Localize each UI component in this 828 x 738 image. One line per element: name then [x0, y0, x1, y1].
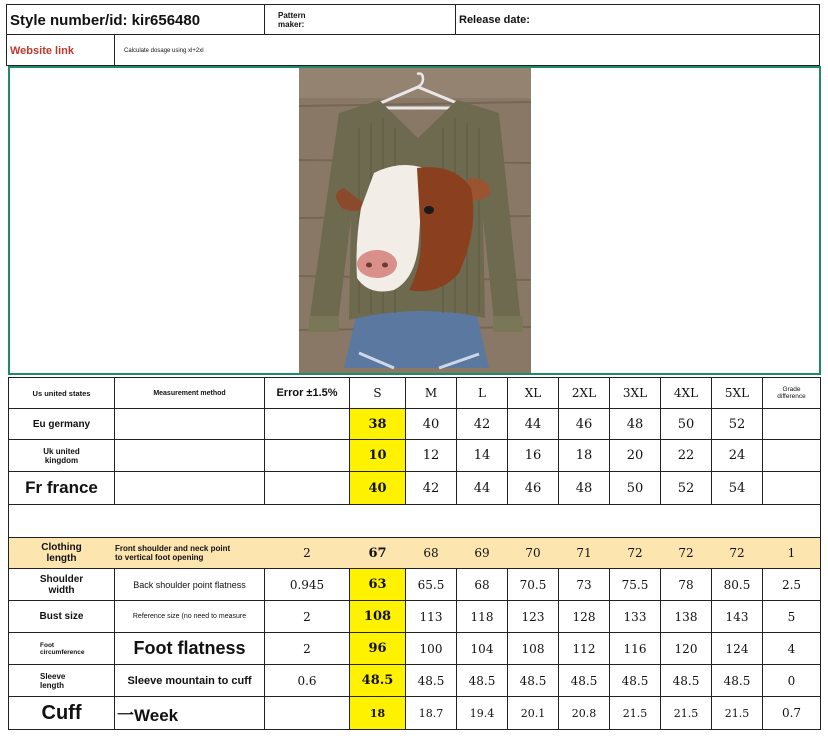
- col-grade-header: Grade difference: [777, 386, 806, 400]
- sleeve-length-m: 48.5: [417, 673, 445, 688]
- shoulder-width-m: 65.5: [417, 577, 445, 592]
- fr-value-4xl: 52: [677, 480, 695, 496]
- uk-value-3xl: 20: [626, 448, 644, 463]
- row-eu-label: Eu germany: [32, 418, 91, 430]
- sleeve-length-label: Sleeve length: [40, 671, 66, 690]
- shoulder-width-2xl: 73: [576, 577, 592, 592]
- shoulder-width-l: 68: [474, 577, 490, 592]
- pattern-maker-label: Pattern maker:: [278, 11, 306, 29]
- shoulder-width-s: 63: [350, 569, 405, 600]
- bust-size-2xl: 128: [572, 609, 596, 624]
- row-uk-label: Uk united kingdom: [43, 446, 80, 465]
- eu-value-2xl: 46: [575, 416, 593, 432]
- foot-circumference-2xl: 112: [572, 641, 596, 656]
- uk-value-4xl: 22: [677, 448, 695, 463]
- col-us-header: Us united states: [32, 388, 91, 398]
- cuff-s: 18: [350, 697, 405, 729]
- clothing-length-method: Front shoulder and neck point to vertical foot opening: [115, 544, 231, 562]
- website-link-label[interactable]: Website link: [10, 45, 74, 57]
- foot-circumference-s: 96: [350, 633, 405, 664]
- bust-size-label: Bust size: [39, 611, 84, 622]
- eu-value-xl: 44: [524, 416, 542, 432]
- bust-size-m: 113: [419, 609, 443, 624]
- fr-value-xl: 46: [524, 480, 542, 496]
- uk-value-l: 14: [473, 448, 491, 463]
- shoulder-width-error: 0.945: [289, 577, 325, 592]
- size-header-m: M: [424, 386, 438, 400]
- clothing-length-4xl: 72: [678, 546, 694, 560]
- sleeve-length-error: 0.6: [297, 673, 317, 688]
- cuff-xl: 20.1: [520, 706, 546, 720]
- cuff-label: Cuff: [41, 701, 82, 724]
- foot-circumference-l: 104: [470, 641, 494, 656]
- foot-circumference-xl: 108: [521, 641, 545, 656]
- row-fr-label: Fr france: [25, 478, 98, 497]
- sleeve-length-xl: 48.5: [519, 673, 547, 688]
- foot-circumference-error: 2: [303, 641, 311, 656]
- clothing-length-error: 2: [303, 546, 311, 560]
- cuff-2xl: 20.8: [571, 706, 597, 720]
- bust-size-4xl: 138: [674, 609, 698, 624]
- sleeve-length-2xl: 48.5: [570, 673, 598, 688]
- shoulder-width-grade: 2.5: [781, 577, 802, 592]
- bust-size-xl: 123: [521, 609, 545, 624]
- style-number-label: Style number/id: kir656480: [10, 11, 201, 29]
- sleeve-length-4xl: 48.5: [672, 673, 700, 688]
- cuff-3xl: 21.5: [622, 706, 648, 720]
- size-header-2xl: 2XL: [571, 386, 597, 400]
- shoulder-width-xl: 70.5: [519, 577, 547, 592]
- bust-size-grade: 5: [787, 609, 796, 624]
- cuff-method: 一Week: [117, 705, 179, 725]
- eu-value-3xl: 48: [626, 416, 644, 432]
- foot-circumference-4xl: 120: [674, 641, 698, 656]
- eu-value-l: 42: [473, 416, 491, 432]
- sleeve-length-5xl: 48.5: [723, 673, 751, 688]
- shoulder-width-5xl: 80.5: [723, 577, 751, 592]
- bust-size-l: 118: [470, 609, 494, 624]
- cuff-4xl: 21.5: [673, 706, 699, 720]
- bust-size-method: Reference size (no need to measure: [132, 613, 247, 620]
- eu-value-m: 40: [422, 416, 440, 432]
- bust-size-error: 2: [303, 609, 311, 624]
- uk-value-s: 10: [350, 440, 405, 471]
- fr-value-s: 40: [350, 472, 405, 504]
- clothing-length-3xl: 72: [627, 546, 643, 560]
- cow-sweater-illustration: [299, 68, 531, 373]
- shoulder-width-method: Back shoulder point flatness: [133, 579, 246, 590]
- clothing-length-2xl: 71: [576, 546, 592, 560]
- cuff-m: 18.7: [418, 706, 444, 720]
- clothing-length-xl: 70: [525, 546, 541, 560]
- uk-value-5xl: 24: [728, 448, 746, 463]
- sleeve-length-3xl: 48.5: [621, 673, 649, 688]
- foot-circumference-grade: 4: [787, 641, 796, 656]
- clothing-length-m: 68: [423, 546, 439, 560]
- clothing-length-s: 67: [368, 545, 387, 561]
- fr-value-3xl: 50: [626, 480, 644, 496]
- cuff-l: 19.4: [469, 706, 495, 720]
- size-header-xl: XL: [524, 386, 542, 400]
- shoulder-width-label: Shoulder width: [39, 573, 84, 596]
- shoulder-width-4xl: 78: [678, 577, 694, 592]
- clothing-length-l: 69: [474, 546, 490, 560]
- size-header-s: S: [373, 386, 382, 400]
- cuff-grade: 0.7: [781, 706, 802, 720]
- fr-value-l: 44: [473, 480, 491, 496]
- size-header-3xl: 3XL: [622, 386, 648, 400]
- eu-value-s: 38: [350, 409, 405, 439]
- sleeve-length-grade: 0: [787, 673, 796, 688]
- release-date-label: Release date:: [459, 14, 530, 26]
- clothing-length-grade: 1: [787, 546, 796, 560]
- bust-size-s: 108: [350, 601, 405, 632]
- col-method-header: Measurement method: [153, 389, 226, 397]
- cow-sweater-photo: [299, 68, 531, 373]
- sleeve-length-method: Sleeve mountain to cuff: [127, 674, 252, 687]
- bust-size-5xl: 143: [725, 609, 749, 624]
- fr-value-m: 42: [422, 480, 440, 496]
- clothing-length-5xl: 72: [729, 546, 745, 560]
- shoulder-width-3xl: 75.5: [621, 577, 649, 592]
- eu-value-5xl: 52: [728, 416, 746, 432]
- size-header-5xl: 5XL: [724, 386, 750, 400]
- uk-value-m: 12: [422, 448, 440, 463]
- sleeve-length-l: 48.5: [468, 673, 496, 688]
- foot-circumference-3xl: 116: [623, 641, 647, 656]
- size-header-4xl: 4XL: [673, 386, 699, 400]
- foot-circumference-label: Foot circumference: [40, 641, 85, 656]
- cuff-5xl: 21.5: [724, 706, 750, 720]
- uk-value-xl: 16: [524, 448, 542, 463]
- foot-circumference-method: Foot flatness: [133, 638, 246, 658]
- eu-value-4xl: 50: [677, 416, 695, 432]
- foot-circumference-5xl: 124: [725, 641, 749, 656]
- sleeve-length-s: 48.5: [350, 665, 405, 696]
- col-error-header: Error ±1.5%: [276, 387, 338, 399]
- uk-value-2xl: 18: [575, 448, 593, 463]
- fr-value-5xl: 54: [728, 480, 746, 496]
- bust-size-3xl: 133: [623, 609, 647, 624]
- size-header-l: L: [478, 386, 486, 400]
- clothing-length-label: Clothing length: [41, 542, 82, 564]
- foot-circumference-m: 100: [419, 641, 443, 656]
- cuff-error: [265, 697, 349, 729]
- fr-value-2xl: 48: [575, 480, 593, 496]
- dosage-note: Calculate dosage using xl+2xl: [124, 48, 204, 54]
